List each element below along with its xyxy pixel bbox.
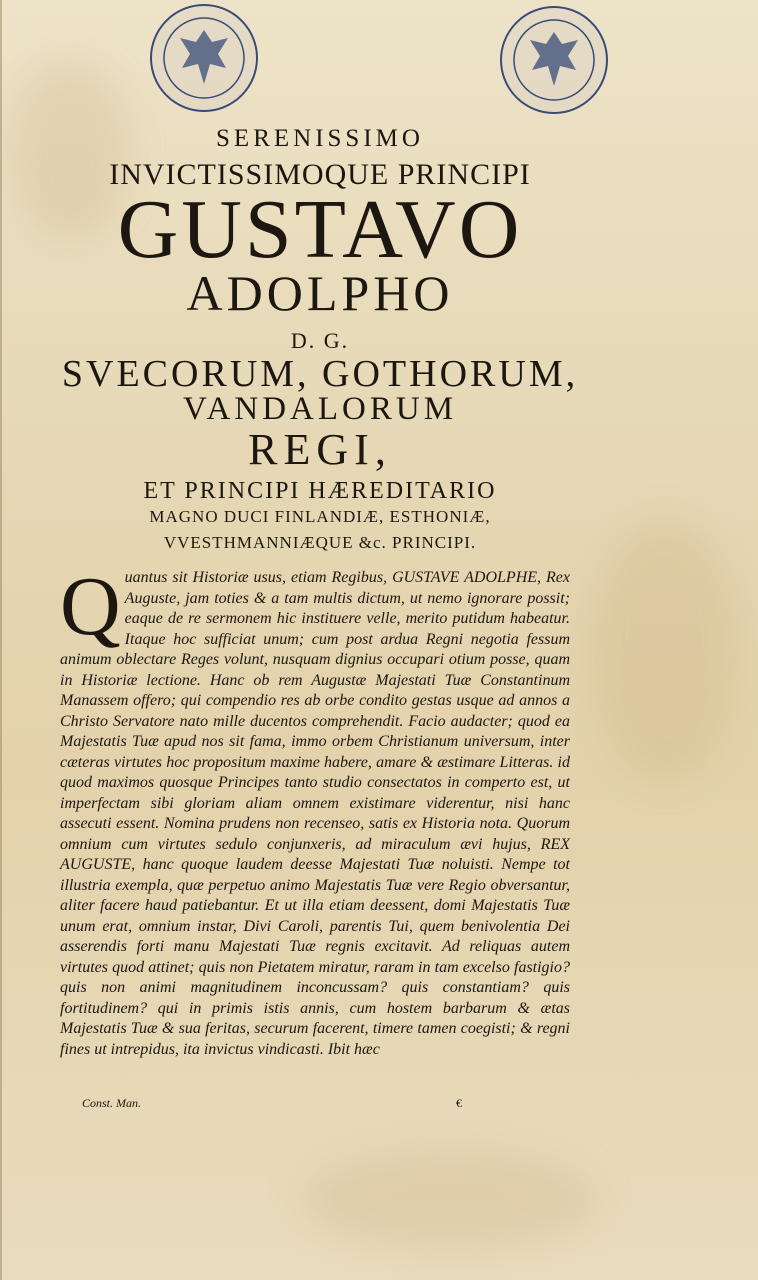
dedication-body — [60, 560, 570, 1060]
page-footer — [82, 1096, 552, 1111]
eagle-icon — [154, 8, 254, 108]
paper-stain — [590, 520, 740, 780]
dedication-name: ADOLPHO — [186, 265, 454, 321]
body-paragraph: uantus sit Historiæ usus, etiam Regibus, GUSTAVE ADOLPHE, Rex Auguste, jam toties & a tam multis dictum, ut nemo ignorare possit; eaque de re sermonem hic instituere velle, merito putidum habeatur. Itaque hoc sufficiat unum; cum post ardua Regni negotia fessum animum oblectare Reges volunt, nusquam dignius occupari otium posse, quam in Historiæ lectione. Hanc ob rem Augustæ Majestati Tuæ Constantinum Manassem offero; qui compendio res ab orbe condito gestas usque ad annos a Christo Servatore nato mille ducentos comprehendit. Facio audacter; quod ea Majestatis Tuæ apud nos sit fama, immo orbem Christianum universum, inter cæteras virtutes hoc propositum maxime habere, amare & æstimare Litteras. id quod maximos quosque Principes tanto studio consectatos in comperto est, ut imperfectam sibi gloriam aliam omnem existimare viderentur, nisi hanc assecuti essent. Nomina prudens non recenseo, satis ex Historia nota. Quorum omnium cum virtutes sedulo conjunxeris, ad miraculum ævi hujus, REX AUGUSTE, hanc quoque laudem deesse Majestati Tuæ noluisti. Nempe tot illustria exempla, quæ perpetuo animo Majestatis Tuæ vere Regio obversantur, aliter facere haud patiebantur. Et ut illa etiam deessent, domi Majestatis Tuæ unum erat, omnium instar, Divi Caroli, parentis Tui, quem benivolentia Dei asserendis forti manu Majestati Tuæ regnis excitavit. Ad reliquas autem virtutes quod attinet; quis non Pietatem miratur, raram in tam excelso fastigio? quis non animi magnitudinem inconcussam? quis constantiam? quis fortitudinem? qui in primis istis annis, cum hostem barbarum & ætas Majestatis Tuæ & sua feritas, securum facerent, timere tamen coegisti; & regni fines ut intrepidus, ita invictus vindicasti. Ibit hæc — [60, 569, 570, 1058]
library-stamp — [150, 4, 258, 112]
dedication-line: VANDALORUM — [182, 391, 458, 427]
dedication-line: SVECORUM, GOTHORUM, — [61, 353, 579, 395]
library-stamp — [500, 6, 608, 114]
drop-cap: Q — [60, 560, 121, 653]
dedication-line: VVESTHMANNIÆQUE &c. PRINCIPI. — [163, 533, 477, 552]
dedication-line: D. G. — [290, 328, 350, 353]
dedication-line: ET PRINCIPI HÆREDITARIO — [143, 478, 497, 504]
page-edge — [0, 0, 2, 1280]
signature-mark: € — [456, 1096, 462, 1110]
eagle-icon — [504, 10, 604, 110]
dedication-name: GUSTAVO — [117, 183, 523, 276]
dedication-line: INVICTISSIMOQUE PRINCIPI — [109, 158, 531, 191]
dedication-line: MAGNO DUCI FINLANDIÆ, ESTHONIÆ, — [149, 507, 491, 526]
catchword: Const. Man. — [82, 1096, 142, 1110]
paper-stain — [300, 1150, 600, 1250]
dedication-line: SERENISSIMO — [216, 125, 424, 152]
dedication-line: REGI, — [248, 425, 392, 474]
